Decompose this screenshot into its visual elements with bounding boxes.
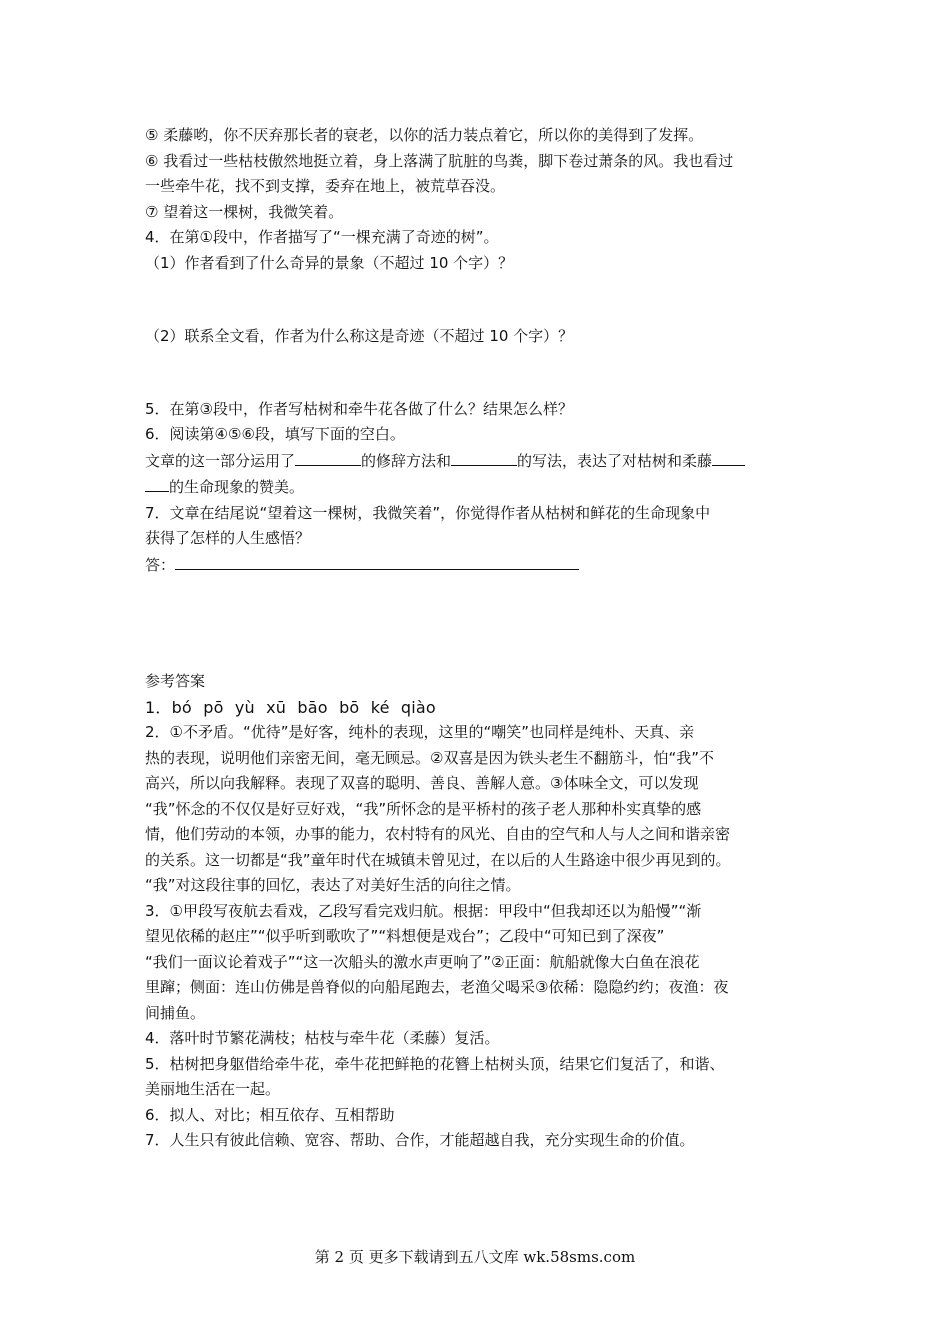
answer-5-line: 5．枯树把身躯借给牵牛花，牵牛花把鲜艳的花簪上枯树头顶，结果它们复活了，和谐、 [145,1054,725,1073]
question-4-2: （2）联系全文看，作者为什么称这是奇迹（不超过 10 个字）？ [145,327,574,345]
page-footer: 第 2 页 更多下载请到五八文库 wk.58sms.com [314,1248,636,1266]
passage-paragraph-7: ⑦ 望着这一棵树，我微笑着。 [145,202,344,221]
answer-3-line: 里蹿；侧面：连山仿佛是兽脊似的向船尾跑去，老渔父喝采③依稀：隐隐约约；夜渔：夜 [145,978,729,996]
answer-2-line: 的关系。这一切都是“我”童年时代在城镇未曾见过，在以后的人生路途中很少再见到的。 [145,850,731,869]
fill-text-3: 的写法，表达了对枯树和柔藤 [517,451,713,470]
answer-2-line: “我”怀念的不仅仅是好豆好戏，“我”所怀念的是平桥村的孩子老人那种朴实真挚的感 [145,799,702,818]
answer-5-line: 美丽地生活在一起。 [145,1080,281,1098]
answer-2-line: 高兴，所以向我解释。表现了双喜的聪明、善良、善解人意。③体味全文，可以发现 [145,774,699,792]
section-gap [145,578,815,669]
document-body [145,123,815,1154]
question-4-1: （1）作者看到了什么奇异的景象（不超过 10 个字）？ [145,253,514,272]
answer-7: 7．人生只有彼此信赖、宽容、帮助、合作，才能超越自我，充分实现生命的价值。 [145,1131,695,1149]
answer-space-4-2 [145,350,815,397]
question-6-fill-line-1 [145,448,815,475]
answer-1: 1．bó pō yù xū bāo bō ké qiào [145,697,436,717]
fill-text-4: 的生命现象的赞美。 [169,478,305,496]
answer-space-4-1 [145,276,815,324]
answers-heading: 参考答案 [145,672,206,690]
fill-text-1: 文章的这一部分运用了 [145,451,296,470]
answer-2-line: 热的表现，说明他们亲密无间，毫无顾忌。②双喜是因为铁头老生不翻筋斗，怕“我”不 [145,748,714,767]
answer-3-line: 望见依稀的赵庄”“似乎听到歌吹了”“料想便是戏台”；乙段中“可知已到了深夜” [145,927,665,945]
answer-3-line: 间捕鱼。 [145,1003,206,1022]
passage-paragraph-6-line-2: 一些牵牛花，找不到支撑，委弃在地上，被荒草吞没。 [145,177,506,195]
answer-2-line: 情，他们劳动的本领，办事的能力，农村特有的风光、自由的空气和人与人之间和谐亲密 [145,825,731,843]
question-7-line-2: 获得了怎样的人生感悟？ [145,529,311,547]
fill-blank-2 [451,448,517,466]
question-4: 4．在第①段中，作者描写了“一棵充满了奇迹的树”。 [145,228,499,246]
answer-2-line: “我”对这段往事的回忆，表达了对美好生活的向往之情。 [145,876,521,894]
fill-text-2: 的修辞方法和 [361,451,452,470]
answer-6: 6．拟人、对比；相互依存、互相帮助 [145,1105,395,1124]
answer-3-line: “我们一面议论着戏子”“这一次船头的激水声更响了”②正面：航船就像大白鱼在浪花 [145,952,700,971]
passage-paragraph-6-line-1: ⑥ 我看过一些枯枝傲然地挺立着，身上落满了肮脏的鸟粪，脚下卷过萧条的风。我也看过 [145,151,734,170]
fill-blank-1 [295,448,361,466]
answer-4: 4．落叶时节繁花满枝；枯枝与牵牛花（柔藤）复活。 [145,1029,500,1047]
answer-2-line: 2．①不矛盾。“优待”是好客，纯朴的表现，这里的“嘲笑”也同样是纯朴、天真、亲 [145,723,695,741]
question-6: 6．阅读第④⑤⑥段，填写下面的空白。 [145,425,405,443]
answer-3-line: 3．①甲段写夜航去看戏，乙段写看完戏归航。根据：甲段中“但我却还以为船慢”“渐 [145,901,702,920]
question-5: 5．在第③段中，作者写枯树和牵牛花各做了什么？结果怎么样？ [145,399,573,418]
answer-line [145,552,815,579]
passage-paragraph-5: ⑤ 柔藤哟，你不厌弃那长者的衰老，以你的活力装点着它，所以你的美得到了发挥。 [145,126,704,144]
fill-blank-3-start [712,448,745,466]
answer-label: 答： [145,555,176,574]
answer-blank [175,552,579,570]
question-6-fill-line-2 [145,474,815,501]
fill-blank-3-end [145,474,169,492]
question-7-line-1: 7．文章在结尾说“望着这一棵树，我微笑着”，你觉得作者从枯树和鲜花的生命现象中 [145,503,711,522]
